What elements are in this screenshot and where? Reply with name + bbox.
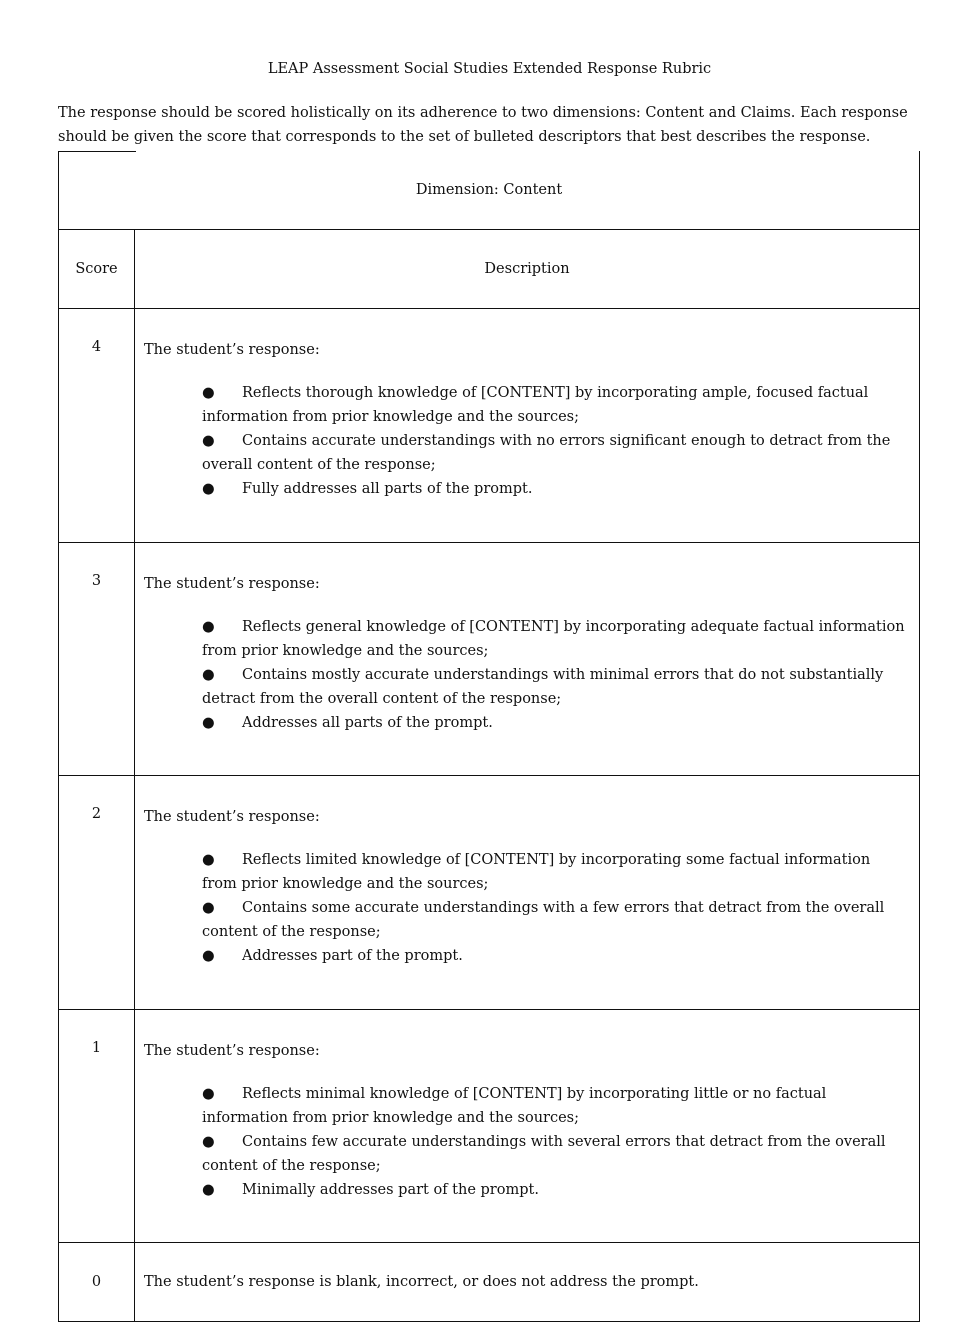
description-cell — [135, 543, 920, 776]
description-lead: The student’s response: — [144, 342, 320, 358]
bullet-icon: ● — [202, 481, 215, 497]
list-item — [202, 896, 909, 944]
description-lead: The student’s response: — [144, 809, 320, 825]
descriptor-text: Fully addresses all parts of the prompt. — [242, 481, 533, 497]
table-row — [59, 1243, 920, 1322]
score-value: 3 — [59, 543, 135, 776]
score-value: 4 — [59, 309, 135, 543]
description-lead: The student’s response: — [144, 1043, 320, 1059]
list-item — [202, 1082, 909, 1130]
bullet-icon: ● — [202, 1182, 215, 1198]
description-header: Description — [135, 230, 920, 309]
descriptor-text: Reflects minimal knowledge of [CONTENT] by incorporating little or no factual information from prior knowledge and the sources; — [202, 1086, 827, 1126]
rubric-table — [58, 151, 920, 1322]
dimension-label: Dimension: Content — [415, 182, 563, 198]
list-item — [202, 615, 909, 663]
list-item — [202, 944, 909, 968]
bullet-icon: ● — [202, 1086, 215, 1102]
descriptor-text: Contains accurate understandings with no errors significant enough to detract from the overall content of the response; — [202, 433, 891, 473]
description-cell — [135, 1243, 920, 1322]
bullet-icon: ● — [202, 852, 215, 868]
descriptor-text: Reflects general knowledge of [CONTENT] by incorporating adequate factual information from prior knowledge and the sources; — [202, 619, 905, 659]
descriptor-list — [144, 848, 909, 968]
description-cell — [135, 309, 920, 543]
descriptor-text: Reflects limited knowledge of [CONTENT] by incorporating some factual information from prior knowledge and the sources; — [202, 852, 871, 892]
table-row — [59, 1010, 920, 1243]
descriptor-text: Contains mostly accurate understandings with minimal errors that do not substantially detract from the overall content of the response; — [202, 667, 884, 707]
bullet-icon: ● — [202, 667, 215, 683]
bullet-icon: ● — [202, 619, 215, 635]
intro-paragraph: The response should be scored holistically on its adherence to two dimensions: Content and Claims. Each response should be given the score that corresponds to the set of bulleted descriptors that best describes the response. — [58, 105, 908, 145]
list-item — [202, 381, 909, 429]
list-item — [202, 1178, 909, 1202]
bullet-icon: ● — [202, 900, 215, 916]
score-value: 2 — [59, 776, 135, 1010]
table-row — [59, 309, 920, 543]
list-item — [202, 663, 909, 711]
description-lead: The student’s response: — [144, 576, 320, 592]
header-row — [59, 230, 920, 309]
descriptor-text: Minimally addresses part of the prompt. — [242, 1182, 539, 1198]
list-item — [202, 848, 909, 896]
table-row — [59, 543, 920, 776]
table-row — [59, 776, 920, 1010]
descriptor-text: Reflects thorough knowledge of [CONTENT] by incorporating ample, focused factual information from prior knowledge and the sources; — [202, 385, 869, 425]
descriptor-text: Addresses all parts of the prompt. — [242, 715, 493, 731]
bullet-icon: ● — [202, 715, 215, 731]
bullet-icon: ● — [202, 948, 215, 964]
bullet-icon: ● — [202, 1134, 215, 1150]
description-lead: The student’s response is blank, incorrect, or does not address the prompt. — [144, 1274, 699, 1290]
descriptor-list — [144, 615, 909, 735]
description-cell — [135, 776, 920, 1010]
descriptor-text: Addresses part of the prompt. — [242, 948, 463, 964]
bullet-icon: ● — [202, 433, 215, 449]
score-header: Score — [59, 230, 135, 309]
page-title: LEAP Assessment Social Studies Extended Response Rubric — [267, 61, 712, 77]
descriptor-text: Contains some accurate understandings with a few errors that detract from the overall content of the response; — [202, 900, 885, 940]
descriptor-list — [144, 381, 909, 501]
dimension-heading — [59, 151, 920, 230]
bullet-icon: ● — [202, 385, 215, 401]
list-item — [202, 429, 909, 477]
descriptor-text: Contains few accurate understandings with several errors that detract from the overall content of the response; — [202, 1134, 886, 1174]
descriptor-list — [144, 1082, 909, 1202]
score-value: 1 — [59, 1010, 135, 1243]
score-value: 0 — [59, 1243, 135, 1322]
list-item — [202, 711, 909, 735]
dimension-row — [59, 151, 920, 230]
list-item — [202, 477, 909, 501]
description-cell — [135, 1010, 920, 1243]
list-item — [202, 1130, 909, 1178]
